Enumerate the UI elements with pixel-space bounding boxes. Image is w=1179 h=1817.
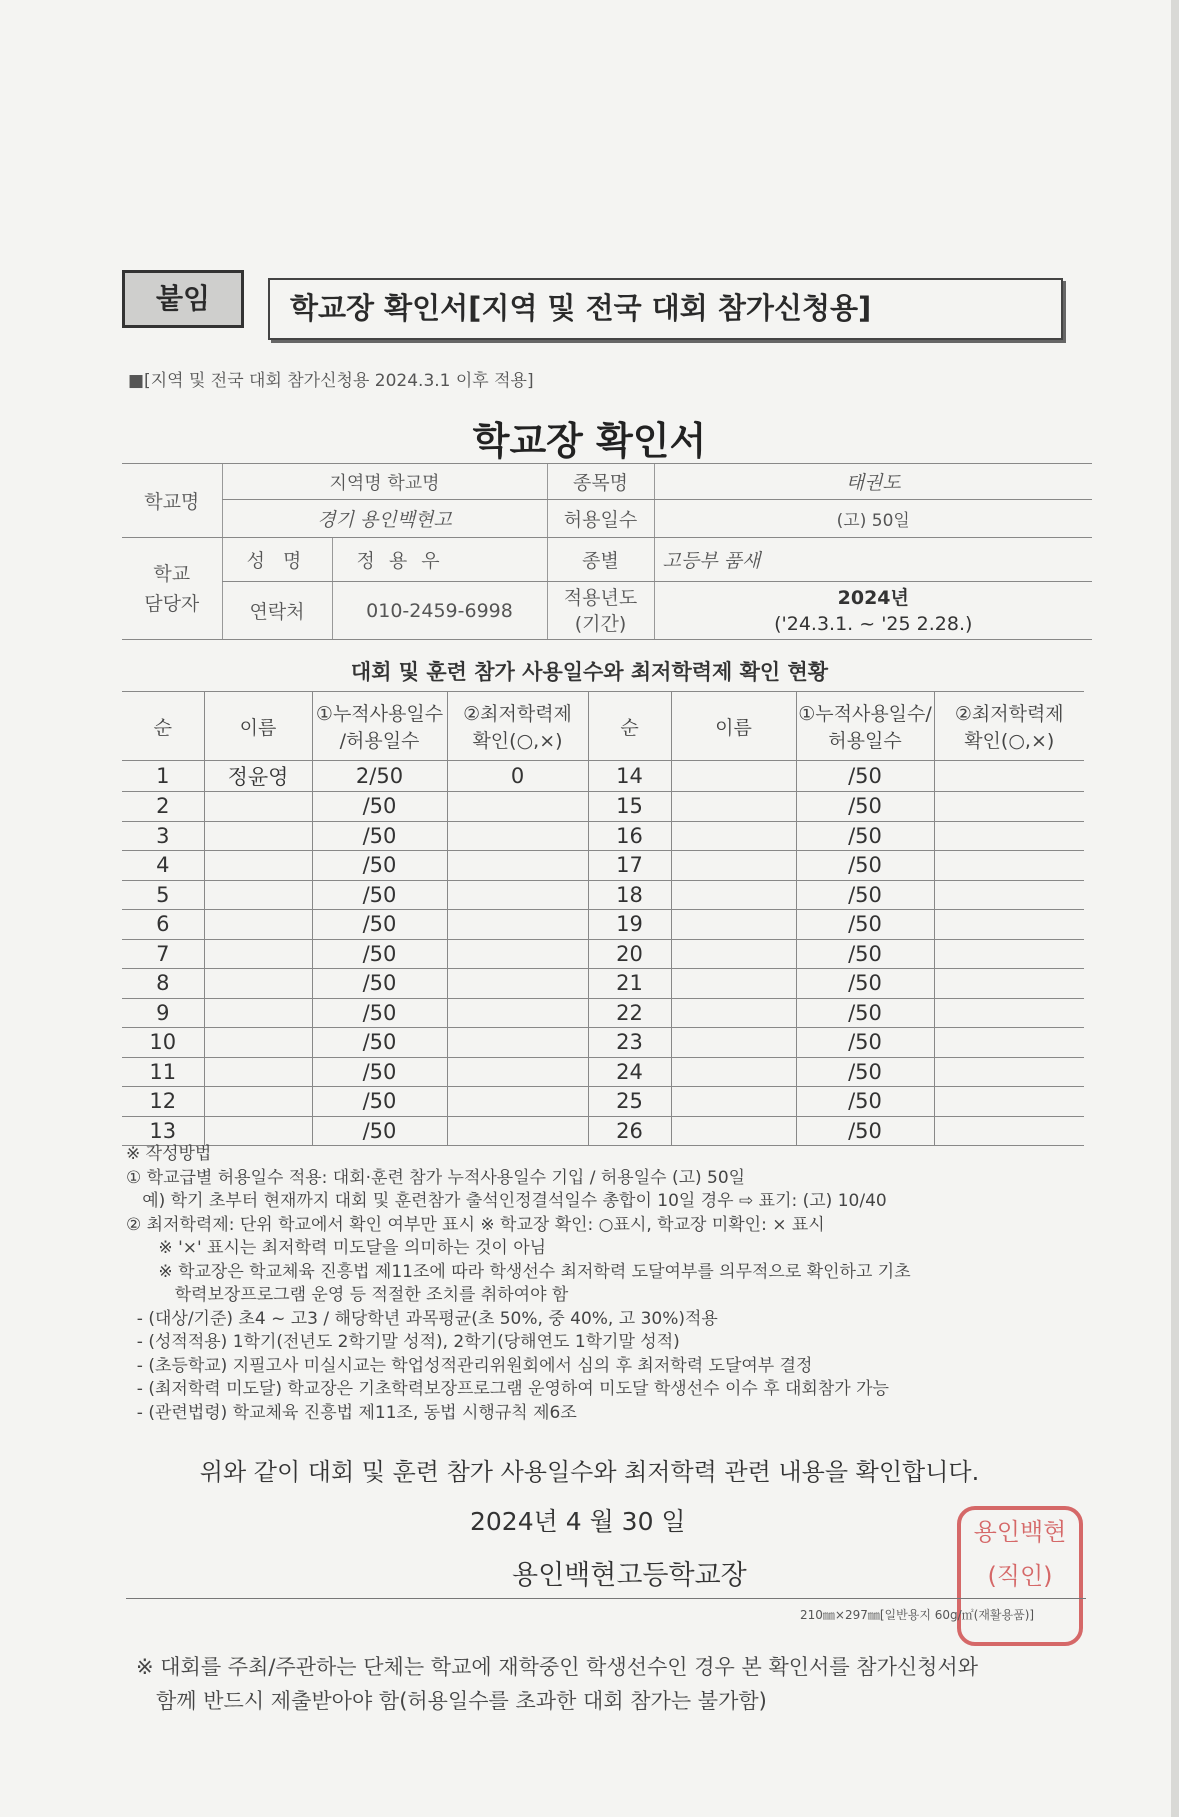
staff-label — [122, 538, 222, 640]
school-value: 경기 용인백현고 — [222, 500, 547, 538]
table-row — [122, 1087, 1084, 1117]
row-no: 13 — [122, 1116, 204, 1146]
row-days: /50 — [796, 1028, 934, 1058]
table-row — [122, 1116, 1084, 1146]
header-check — [447, 692, 588, 761]
year-label — [547, 582, 654, 640]
row-no: 26 — [588, 1116, 671, 1146]
applicability-note: ■[지역 및 전국 대회 참가신청용 2024.3.1 이후 적용] — [128, 371, 534, 391]
category-label: 종별 — [547, 538, 654, 582]
row-no: 25 — [588, 1087, 671, 1117]
row-days: /50 — [796, 880, 934, 910]
contact-label: 연락처 — [222, 582, 332, 640]
header-check-right-2: 확인(○,×) — [964, 730, 1055, 752]
row-days: /50 — [796, 1116, 934, 1146]
header-days-right — [796, 692, 934, 761]
table-row — [122, 939, 1084, 969]
row-days: /50 — [312, 969, 447, 999]
row-no: 19 — [588, 910, 671, 940]
row-days: /50 — [796, 998, 934, 1028]
issue-date: 2024년 4 월 30 일 — [470, 1507, 686, 1536]
row-no: 22 — [588, 998, 671, 1028]
note-line: - (관련법령) 학교체육 진흥법 제11조, 동법 시행규칙 제6조 — [126, 1402, 577, 1423]
page-title: 학교장 확인서 — [472, 419, 707, 463]
period: ('24.3.1. ~ '25 2.28.) — [774, 612, 973, 635]
row-check — [447, 939, 588, 969]
name-label: 성 명 — [222, 538, 332, 582]
row-no: 17 — [588, 851, 671, 881]
row-name — [671, 910, 796, 940]
footer-note — [136, 1650, 1086, 1718]
page-edge — [1171, 0, 1179, 1817]
row-no: 21 — [588, 969, 671, 999]
table-row — [122, 1057, 1084, 1087]
row-no: 20 — [588, 939, 671, 969]
row-check — [934, 1087, 1084, 1117]
row-days: /50 — [796, 821, 934, 851]
row-check — [447, 910, 588, 940]
row-days: /50 — [796, 792, 934, 822]
row-name — [204, 821, 312, 851]
row-no: 14 — [588, 761, 671, 792]
row-check — [447, 1057, 588, 1087]
row-days: /50 — [312, 1116, 447, 1146]
header-check-2: 확인(○,×) — [472, 730, 563, 752]
section-title: 대회 및 훈련 참가 사용일수와 최저학력제 확인 현황 — [350, 660, 829, 684]
row-name — [204, 1116, 312, 1146]
staff-label-line1: 학교 — [153, 562, 191, 585]
note-line: ① 학교급별 허용일수 적용: 대회·훈련 참가 누적사용일수 기입 / 허용일수 (고) 50일 — [126, 1167, 746, 1188]
note-line: - (성적적용) 1학기(전년도 2학기말 성적), 2학기(당해연도 1학기말 성적) — [126, 1332, 680, 1352]
row-name — [671, 939, 796, 969]
row-days: /50 — [796, 1087, 934, 1117]
row-check — [934, 910, 1084, 940]
header-check-1: ②최저학력제 — [463, 703, 572, 725]
days-label: 허용일수 — [547, 500, 654, 538]
table-row — [122, 969, 1084, 999]
row-check — [934, 880, 1084, 910]
note-line: ※ '×' 표시는 최저학력 미도달을 의미하는 것이 아님 — [126, 1238, 547, 1258]
note-line: 학력보장프로그램 운영 등 적절한 조치를 취하여야 함 — [126, 1285, 569, 1305]
row-check — [934, 821, 1084, 851]
row-name — [671, 998, 796, 1028]
divider — [126, 1598, 1086, 1599]
year-label-line2: (기간) — [574, 612, 627, 635]
note-line: ※ 작성방법 — [126, 1144, 212, 1164]
row-check — [934, 969, 1084, 999]
year-label-line1: 적용년도 — [563, 586, 638, 609]
row-check — [934, 761, 1084, 792]
row-check — [934, 1116, 1084, 1146]
staff-label-line2: 담당자 — [144, 592, 200, 615]
row-days: /50 — [312, 1057, 447, 1087]
row-name — [204, 998, 312, 1028]
row-name — [671, 969, 796, 999]
row-days: /50 — [312, 821, 447, 851]
row-check — [447, 998, 588, 1028]
row-name — [671, 1057, 796, 1087]
row-no: 4 — [122, 851, 204, 881]
row-check — [934, 792, 1084, 822]
row-no: 23 — [588, 1028, 671, 1058]
note-line: - (초등학교) 지필고사 미실시교는 학업성적관리위원회에서 심의 후 최저학력 도달여부 결정 — [126, 1355, 813, 1376]
row-check — [447, 1028, 588, 1058]
row-no: 18 — [588, 880, 671, 910]
category-value: 고등부 품새 — [654, 538, 1092, 582]
row-name — [671, 851, 796, 881]
row-no: 24 — [588, 1057, 671, 1087]
writing-notes — [126, 1143, 1086, 1425]
row-days: /50 — [796, 851, 934, 881]
header-days-2: /허용일수 — [339, 730, 420, 752]
table-row — [122, 821, 1084, 851]
header-days-right-1: ①누적사용일수/ — [798, 703, 932, 725]
row-check — [934, 998, 1084, 1028]
table-row — [122, 792, 1084, 822]
row-days: /50 — [312, 880, 447, 910]
row-days: 2/50 — [312, 761, 447, 792]
row-no: 2 — [122, 792, 204, 822]
header-name-right: 이름 — [671, 692, 796, 761]
row-days: /50 — [796, 761, 934, 792]
school-hint: 지역명 학교명 — [222, 464, 547, 500]
name-value: 정 용 우 — [332, 538, 547, 582]
principal-name: 용인백현고등학교장 — [512, 1560, 747, 1591]
row-no: 11 — [122, 1057, 204, 1087]
row-days: /50 — [312, 851, 447, 881]
row-name — [204, 910, 312, 940]
attachment-tag: 붙임 — [122, 270, 244, 328]
days-value: (고) 50일 — [654, 500, 1092, 538]
row-days: /50 — [796, 939, 934, 969]
row-check — [447, 969, 588, 999]
header-days-1: ①누적사용일수 — [315, 703, 444, 725]
row-name — [671, 1087, 796, 1117]
row-check — [447, 880, 588, 910]
note-line: 예) 학기 초부터 현재까지 대회 및 훈련참가 출석인정결석일수 총합이 10일 경우 ⇨ 표기: (고) 10/40 — [126, 1191, 887, 1211]
row-name: 정윤영 — [204, 761, 312, 792]
header-no: 순 — [122, 692, 204, 761]
row-check — [447, 851, 588, 881]
table-row — [122, 910, 1084, 940]
row-name — [204, 792, 312, 822]
row-check — [934, 1057, 1084, 1087]
box-title: 학교장 확인서[지역 및 전국 대회 참가신청용] — [268, 278, 1063, 340]
row-check — [934, 939, 1084, 969]
event-value: 태권도 — [654, 464, 1092, 500]
row-no: 1 — [122, 761, 204, 792]
note-line: ② 최저학력제: 단위 학교에서 확인 여부만 표시 ※ 학교장 확인: ○표시, 학교장 미확인: × 표시 — [126, 1214, 825, 1235]
note-line: ※ 학교장은 학교체육 진흥법 제11조에 따라 학생선수 최저학력 도달여부를 의무적으로 확인하고 기초 — [126, 1261, 911, 1282]
row-days: /50 — [312, 1028, 447, 1058]
row-no: 7 — [122, 939, 204, 969]
year-value — [654, 582, 1092, 640]
row-name — [204, 851, 312, 881]
table-row — [122, 851, 1084, 881]
row-name — [204, 969, 312, 999]
row-check: 0 — [447, 761, 588, 792]
footer-line: 함께 반드시 제출받아야 함(허용일수를 초과한 대회 참가는 불가함) — [136, 1689, 767, 1713]
header-days-right-2: 허용일수 — [828, 730, 902, 752]
row-check — [447, 792, 588, 822]
header-no-right: 순 — [588, 692, 671, 761]
event-label: 종목명 — [547, 464, 654, 500]
row-no: 15 — [588, 792, 671, 822]
row-check — [934, 851, 1084, 881]
row-no: 9 — [122, 998, 204, 1028]
official-seal — [957, 1506, 1083, 1646]
row-check — [447, 821, 588, 851]
row-name — [671, 1028, 796, 1058]
row-days: /50 — [312, 939, 447, 969]
header-days — [312, 692, 447, 761]
confirm-statement: 위와 같이 대회 및 훈련 참가 사용일수와 최저학력 관련 내용을 확인합니다. — [199, 1458, 980, 1486]
row-no: 5 — [122, 880, 204, 910]
row-days: /50 — [312, 1087, 447, 1117]
row-days: /50 — [796, 969, 934, 999]
header-name: 이름 — [204, 692, 312, 761]
row-no: 6 — [122, 910, 204, 940]
school-label: 학교명 — [122, 464, 222, 538]
row-name — [671, 821, 796, 851]
row-days: /50 — [312, 998, 447, 1028]
row-name — [671, 880, 796, 910]
row-check — [447, 1087, 588, 1117]
row-days: /50 — [796, 910, 934, 940]
footer-line: ※ 대회를 주최/주관하는 단체는 학교에 재학중인 학생선수인 경우 본 확인서를 참가신청서와 — [136, 1655, 979, 1679]
row-days: /50 — [312, 792, 447, 822]
row-name — [204, 1057, 312, 1087]
row-name — [671, 1116, 796, 1146]
table-row — [122, 880, 1084, 910]
year: 2024년 — [837, 586, 909, 609]
row-no: 12 — [122, 1087, 204, 1117]
row-no: 10 — [122, 1028, 204, 1058]
header-check-right — [934, 692, 1084, 761]
table-row — [122, 998, 1084, 1028]
info-table — [122, 463, 1092, 640]
usage-table — [122, 691, 1084, 1146]
row-no: 3 — [122, 821, 204, 851]
seal-line1: 용인백현 — [973, 1518, 1067, 1546]
row-name — [204, 1028, 312, 1058]
row-check — [447, 1116, 588, 1146]
row-name — [204, 880, 312, 910]
row-name — [204, 1087, 312, 1117]
row-name — [671, 761, 796, 792]
contact-value: 010-2459-6998 — [332, 582, 547, 640]
table-row — [122, 1028, 1084, 1058]
table-row — [122, 761, 1084, 792]
row-name — [204, 939, 312, 969]
seal-line2: (직인) — [987, 1562, 1053, 1590]
row-days: /50 — [796, 1057, 934, 1087]
row-name — [671, 792, 796, 822]
row-no: 8 — [122, 969, 204, 999]
header-check-right-1: ②최저학력제 — [954, 703, 1064, 725]
note-line: - (최저학력 미도달) 학교장은 기초학력보장프로그램 운영하여 미도달 학생선수 이수 후 대회참가 가능 — [126, 1379, 889, 1399]
row-days: /50 — [312, 910, 447, 940]
row-no: 16 — [588, 821, 671, 851]
paper-spec: 210㎜×297㎜[일반용지 60g/㎡(재활용품)] — [800, 1608, 1035, 1622]
note-line: - (대상/기준) 초4 ~ 고3 / 해당학년 과목평균(초 50%, 중 40%, 고 30%)적용 — [126, 1308, 718, 1329]
row-check — [934, 1028, 1084, 1058]
